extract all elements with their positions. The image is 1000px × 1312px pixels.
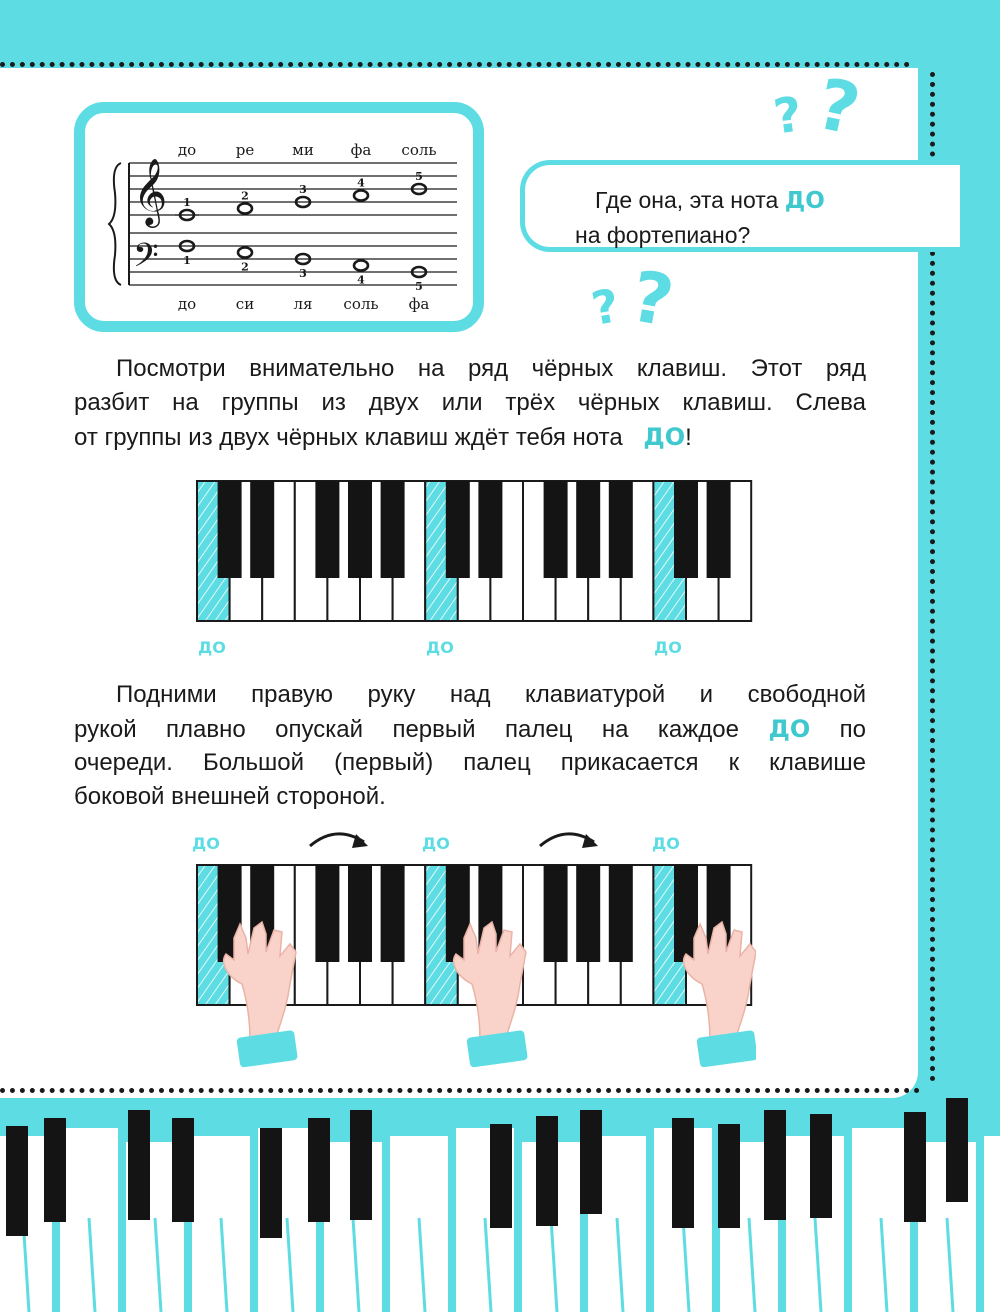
black-key xyxy=(609,865,633,962)
speech-bubble xyxy=(520,160,960,252)
black-key xyxy=(348,865,372,962)
black-key xyxy=(44,1118,66,1222)
staff-panel xyxy=(74,102,484,332)
paragraph-2-line4: боковой внешней стороной. xyxy=(74,783,386,810)
paragraph-1-exclaim: ! xyxy=(685,424,692,451)
black-key xyxy=(672,1118,694,1228)
paragraph-1-text: от группы из двух чёрных клавиш ждёт тебя нота xyxy=(74,424,630,451)
black-key xyxy=(315,481,339,578)
do-highlight: ДО xyxy=(643,423,686,451)
treble-clef-icon: 𝄞 xyxy=(133,157,168,225)
black-key xyxy=(350,1110,372,1220)
finger-number: 4 xyxy=(357,176,365,190)
grand-staff xyxy=(85,113,473,321)
finger-number: 2 xyxy=(241,260,249,274)
finger-number: 2 xyxy=(241,189,249,203)
black-key xyxy=(348,481,372,578)
question-mark-icon: ? xyxy=(625,255,680,343)
black-key xyxy=(446,481,470,578)
black-key xyxy=(308,1118,330,1222)
white-key xyxy=(984,1136,1000,1312)
note-name-bass: до xyxy=(177,295,197,313)
question-mark-icon: ? xyxy=(770,86,806,146)
bubble-line2: на фортепиано? xyxy=(575,222,751,248)
black-key xyxy=(490,1124,512,1228)
whole-note xyxy=(238,248,252,258)
do-highlight: ДО xyxy=(768,715,811,743)
note-name-bass: ля xyxy=(293,295,313,313)
paragraph-1-line3 xyxy=(74,420,866,455)
note-name-treble: ми xyxy=(292,141,314,159)
black-key xyxy=(609,481,633,578)
bass-clef-icon: 𝄢 xyxy=(133,237,159,283)
black-key xyxy=(576,481,600,578)
question-mark-icon: ? xyxy=(809,62,867,152)
finger-number: 5 xyxy=(415,170,423,183)
note-name-treble: до xyxy=(177,141,197,159)
question-mark-icon: ? xyxy=(587,278,624,336)
black-key xyxy=(810,1114,832,1218)
do-label: ДО xyxy=(652,834,680,853)
keyboard-1 xyxy=(196,480,756,622)
black-key xyxy=(764,1110,786,1220)
black-key xyxy=(904,1112,926,1222)
black-key xyxy=(544,481,568,578)
black-key xyxy=(946,1098,968,1202)
arrow-right-icon xyxy=(536,822,606,854)
do-highlight: ДО xyxy=(784,188,825,214)
note-name-bass: си xyxy=(235,295,255,313)
black-key xyxy=(6,1126,28,1236)
finger-number: 3 xyxy=(299,267,307,280)
black-key xyxy=(536,1116,558,1226)
note-name-treble: фа xyxy=(350,141,372,159)
dotted-border-top xyxy=(0,62,910,67)
black-key xyxy=(707,481,731,578)
paragraph-2-line3: очереди. Большой (первый) палец прикасается к клавише xyxy=(74,749,866,776)
brace xyxy=(109,163,121,285)
whole-note xyxy=(175,210,199,220)
bubble-text xyxy=(575,183,825,252)
black-key xyxy=(315,865,339,962)
black-key xyxy=(172,1118,194,1222)
note-name-bass: соль xyxy=(343,295,379,313)
paragraph-2-line2 xyxy=(74,712,866,747)
black-key xyxy=(250,481,274,578)
black-key xyxy=(260,1128,282,1238)
paragraph-1-line2: разбит на группы из двух или трёх чёрных клавиш. Слева xyxy=(74,389,866,416)
black-key xyxy=(381,865,405,962)
paragraph-2-text: рукой плавно опускай первый палец на каждое xyxy=(74,716,769,743)
black-key xyxy=(478,481,502,578)
note-name-treble: ре xyxy=(235,141,255,159)
paragraph-1-line1: Посмотри внимательно на ряд чёрных клавиш. Этот ряд xyxy=(116,355,866,382)
do-label: ДО xyxy=(192,834,220,853)
black-key xyxy=(718,1124,740,1228)
whole-note xyxy=(238,204,252,214)
dotted-border-bottom xyxy=(0,1088,920,1093)
bubble-line1: Где она, эта нота xyxy=(595,187,785,213)
black-key xyxy=(544,865,568,962)
finger-number: 1 xyxy=(183,196,191,209)
arrow-right-icon xyxy=(306,822,376,854)
finger-number: 5 xyxy=(415,280,423,293)
note-name-bass: фа xyxy=(408,295,430,313)
note-name-treble: соль xyxy=(401,141,437,159)
do-label: ДО xyxy=(198,638,226,657)
do-label: ДО xyxy=(654,638,682,657)
do-label: ДО xyxy=(426,638,454,657)
black-key xyxy=(128,1110,150,1220)
whole-note xyxy=(354,261,368,271)
black-key xyxy=(580,1110,602,1214)
whole-note xyxy=(354,191,368,201)
black-key xyxy=(218,481,242,578)
paragraph-2-text-end: по xyxy=(810,716,866,743)
decorative-piano xyxy=(0,1098,1000,1312)
finger-number: 3 xyxy=(299,183,307,196)
finger-number: 4 xyxy=(357,273,365,287)
black-key xyxy=(674,481,698,578)
finger-number: 1 xyxy=(183,254,191,267)
black-key xyxy=(576,865,600,962)
do-label: ДО xyxy=(422,834,450,853)
black-key xyxy=(381,481,405,578)
keyboard-2 xyxy=(196,864,756,1076)
paragraph-2-line1: Подними правую руку над клавиатурой и свободной xyxy=(116,681,866,708)
